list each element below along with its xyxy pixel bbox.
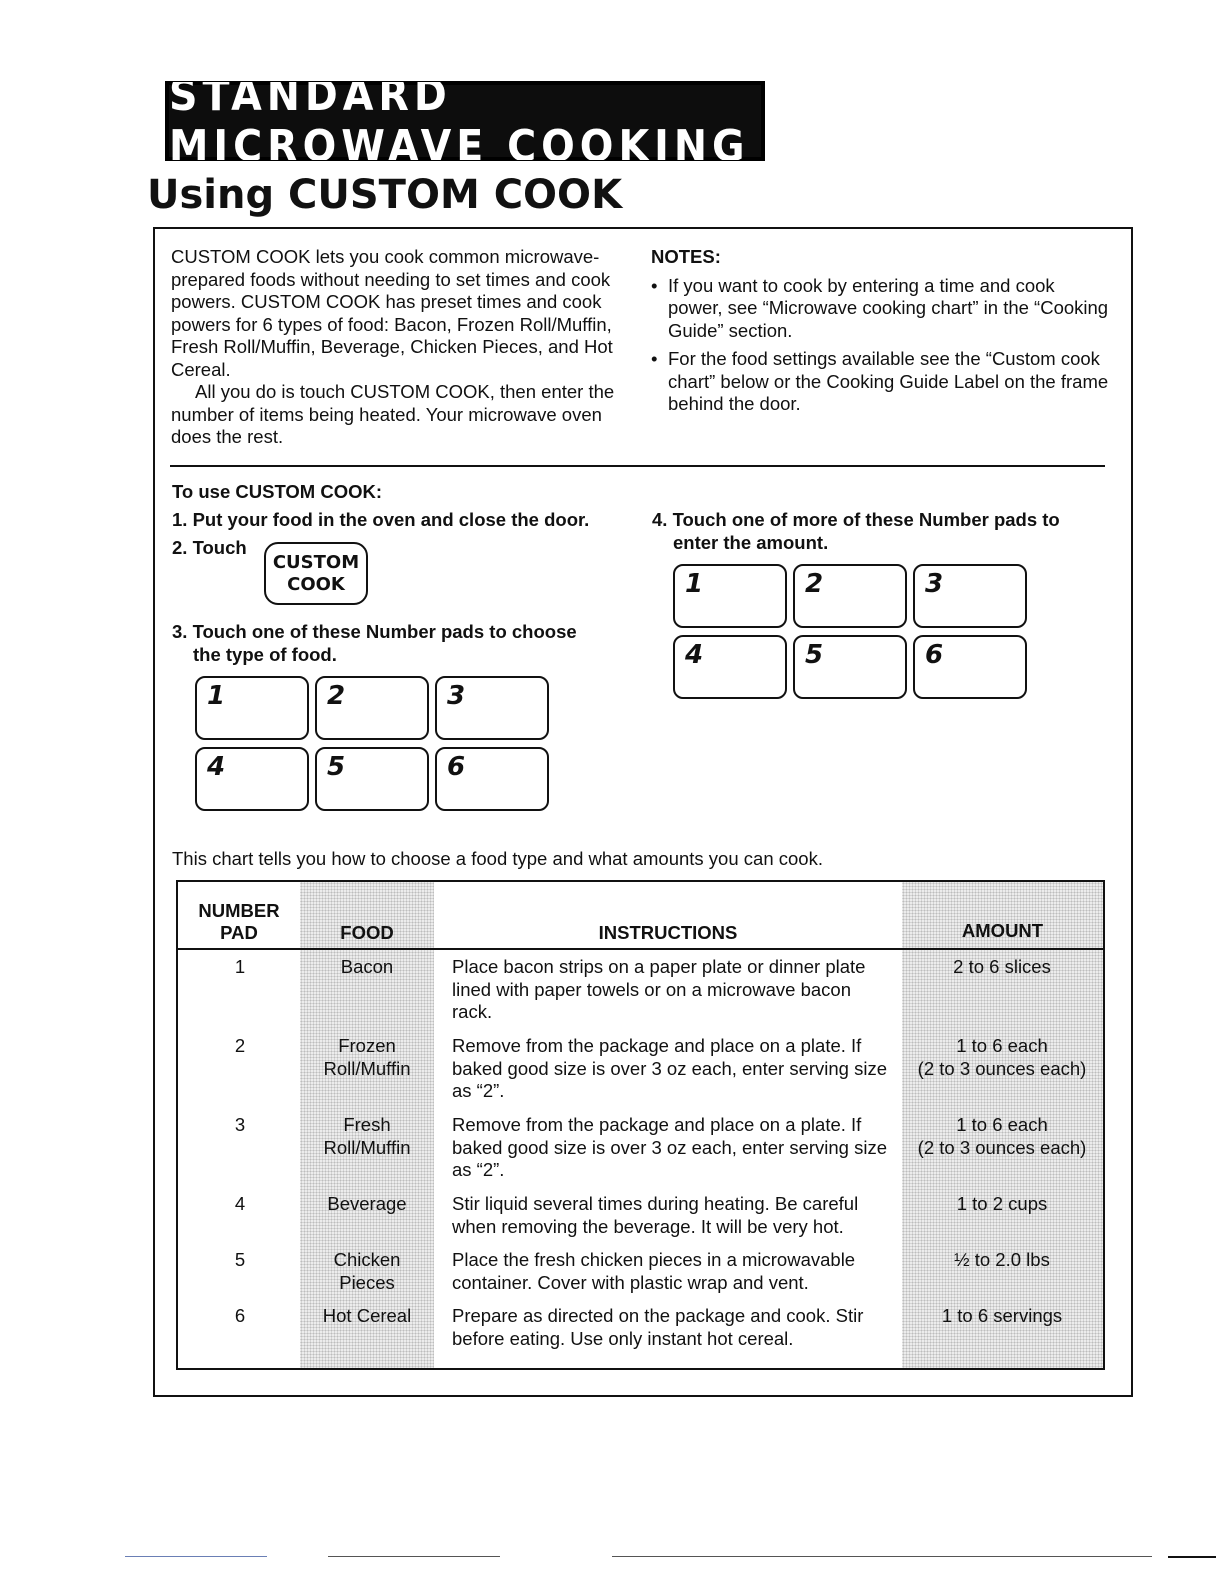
row-2-amount [900,1035,1104,1080]
row-3-number: 3 [234,1114,246,1135]
row-5-instructions: Place the fresh chicken pieces in a microwavable container. Cover with plastic wrap and vent. [452,1249,856,1293]
row-6-number: 6 [234,1305,246,1326]
custom-cook-chart [176,880,1105,1370]
header-number-line1: NUMBER [198,900,280,921]
row-3-instructions: Remove from the package and place on a plate. If baked good size is over 3 oz each, enter serving size as “2”. [452,1114,887,1180]
row-5-food [302,1249,432,1294]
custom-cook-key-line1: CUSTOM [272,552,360,573]
row-1-amount [900,956,1104,979]
row-1-food [302,956,432,979]
divider [170,465,1105,467]
food-line1: Beverage [327,1193,407,1214]
step-3-line2: the type of food. [193,644,337,665]
amount-pad-3[interactable] [913,564,1027,628]
amount-line1: 1 to 2 cups [956,1193,1048,1214]
intro-text [171,246,636,449]
note-text: For the food settings available see the “Custom cook chart” below or the Cooking Guide Label on the frame behind the door. [668,348,1109,414]
page-title: Using CUSTOM COOK [147,172,623,218]
amount-line1: 1 to 6 each [956,1114,1048,1135]
pad-label: 2 [327,681,346,711]
row-2-instructions: Remove from the package and place on a plate. If baked good size is over 3 oz each, enter serving size as “2”. [452,1035,887,1101]
row-4-amount [900,1193,1104,1216]
row-1-instructions: Place bacon strips on a paper plate or dinner plate lined with paper towels or on a microwave bacon rack. [452,956,866,1022]
row-2-food [302,1035,432,1080]
number-pad-4[interactable] [195,747,309,811]
step-1: 1. Put your food in the oven and close the door. [172,509,590,530]
row-5-amount [900,1249,1104,1272]
intro-paragraph-2: All you do is touch CUSTOM COOK, then enter the number of items being heated. Your microwave oven does the rest. [171,381,615,447]
amount-line2: (2 to 3 ounces each) [917,1057,1087,1079]
footer-rule-middle [328,1556,500,1557]
row-6-instructions: Prepare as directed on the package and cook. Stir before eating. Use only instant hot cereal. [452,1305,864,1349]
note-item [651,275,1111,343]
amount-pad-4[interactable] [673,635,787,699]
custom-cook-key-line2: COOK [287,574,345,595]
step-4-line1: 4. Touch one of more of these Number pads to [652,509,1060,530]
food-line1: Frozen [338,1035,396,1056]
row-3-food [302,1114,432,1159]
food-line1: Fresh [343,1114,391,1135]
pad-label: 4 [207,752,226,782]
footer-rule-right [612,1556,1152,1557]
row-4-food [302,1193,432,1216]
row-2-number: 2 [234,1035,246,1056]
pad-label: 5 [327,752,346,782]
amount-line1: ½ to 2.0 lbs [954,1249,1050,1270]
food-line1: Bacon [340,956,394,977]
food-line1: Chicken [333,1249,401,1270]
row-6-amount [900,1305,1104,1328]
header-rule [178,948,1103,950]
footer-rule-end [1168,1556,1216,1558]
pad-label: 1 [685,569,704,599]
note-text: If you want to cook by entering a time and cook power, see “Microwave cooking chart” in the “Cooking Guide” section. [668,274,1109,341]
row-4-instructions: Stir liquid several times during heating. Be careful when removing the beverage. It will be very hot. [452,1193,859,1237]
notes-section [651,246,1111,422]
pad-label: 6 [925,640,944,670]
amount-line1: 1 to 6 each [956,1035,1048,1056]
header-number-pad [178,900,300,944]
pad-label: 1 [207,681,226,711]
header-amount: AMOUNT [961,920,1044,941]
amount-pad-1[interactable] [673,564,787,628]
row-4-number: 4 [234,1193,246,1214]
pad-label: 3 [925,569,944,599]
section-banner: STANDARD MICROWAVE COOKING [166,82,764,160]
notes-heading: NOTES: [651,246,721,267]
pad-label: 3 [447,681,466,711]
pad-label: 6 [447,752,466,782]
bullet-icon: • [651,274,658,296]
row-6-food [302,1305,432,1328]
amount-pad-5[interactable] [793,635,907,699]
custom-cook-key[interactable] [264,542,368,605]
amount-pad-2[interactable] [793,564,907,628]
food-line2: Roll/Muffin [323,1057,411,1079]
row-5-number: 5 [234,1249,246,1270]
step-2: 2. Touch [172,537,247,558]
steps-heading: To use CUSTOM COOK: [172,481,383,502]
amount-line1: 1 to 6 servings [941,1305,1063,1326]
header-food: FOOD [340,922,394,943]
pad-label: 5 [805,640,824,670]
amount-line2: (2 to 3 ounces each) [917,1136,1087,1158]
amount-pad-6[interactable] [913,635,1027,699]
row-3-amount [900,1114,1104,1159]
number-pad-1[interactable] [195,676,309,740]
intro-paragraph-1: CUSTOM COOK lets you cook common microwave-prepared foods without needing to set times and cook powers. CUSTOM COOK has preset times and cook powers for 6 types of food: Bacon, Frozen Roll/Muffin, Fresh Roll/Muffin, Beverage, Chicken Pieces, and Hot Cereal. [171,246,613,380]
note-item [651,348,1111,416]
step-3-line1: 3. Touch one of these Number pads to choose [172,621,577,642]
bullet-icon: • [651,348,658,369]
chart-intro: This chart tells you how to choose a food type and what amounts you can cook. [172,848,823,869]
footer-rule-left [125,1556,267,1557]
row-1-number: 1 [234,956,246,977]
food-line2: Pieces [339,1271,395,1293]
amount-line1: 2 to 6 slices [953,956,1051,977]
number-pad-6[interactable] [435,747,549,811]
food-line2: Roll/Muffin [323,1136,411,1158]
number-pad-3[interactable] [435,676,549,740]
number-pad-5[interactable] [315,747,429,811]
step-4-line2: enter the amount. [673,532,829,553]
header-number-line2: PAD [220,922,258,943]
pad-label: 2 [805,569,824,599]
pad-label: 4 [685,640,704,670]
header-instructions: INSTRUCTIONS [598,922,738,943]
food-line1: Hot Cereal [322,1305,412,1326]
number-pad-2[interactable] [315,676,429,740]
